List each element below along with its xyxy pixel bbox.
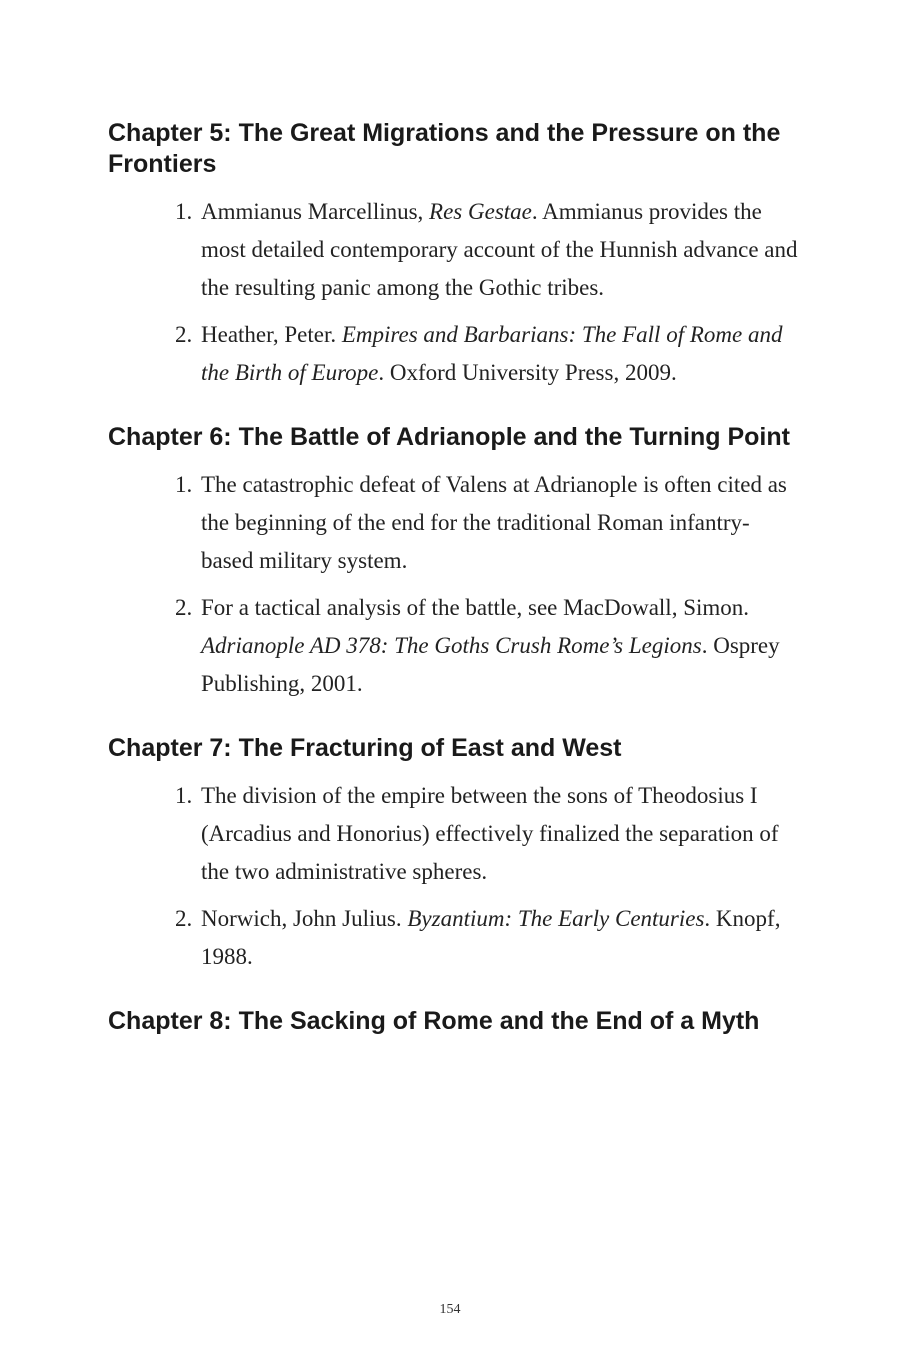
- note-number: 2 .: [175, 589, 192, 627]
- endnotes-page: [108, 118, 798, 1050]
- page-number: 154: [439, 1302, 461, 1317]
- note-number: 1 .: [175, 466, 192, 504]
- note-text: Norwich, John Julius.: [201, 906, 408, 931]
- note-item: [108, 900, 798, 976]
- note-text: . Osprey Publishing, 2001.: [201, 633, 780, 696]
- note-number: 2 .: [175, 900, 192, 938]
- note-title-italic: Res Gestae: [429, 199, 532, 224]
- note-item: [108, 193, 798, 307]
- note-title-italic: Adrianople AD 378: The Goths Crush Rome’s Legions: [201, 633, 702, 658]
- chapter-notes-section: [108, 118, 798, 392]
- chapter-heading: Chapter 6: The Battle of Adrianople and the Turning Point: [108, 423, 790, 451]
- chapter-notes-section: [108, 1006, 798, 1037]
- chapter-heading: Chapter 7: The Fracturing of East and West: [108, 734, 622, 762]
- note-item: [108, 316, 798, 392]
- note-item: [108, 466, 798, 580]
- note-title-italic: Empires and Barbarians: The Fall of Rome and the Birth of Europe: [201, 322, 783, 385]
- note-item: [108, 777, 798, 891]
- note-number: 1 .: [175, 193, 192, 231]
- chapter-notes-section: [108, 422, 798, 703]
- note-text: For a tactical analysis of the battle, see MacDowall, Simon.: [201, 595, 750, 620]
- chapter-notes-section: [108, 733, 798, 976]
- chapter-heading: Chapter 8: The Sacking of Rome and the End of a Myth: [108, 1007, 760, 1035]
- note-text: Ammianus Marcellinus,: [201, 199, 430, 224]
- notes-list: [108, 466, 798, 703]
- notes-list: [108, 193, 798, 392]
- note-item: [108, 589, 798, 703]
- notes-list: [108, 777, 798, 976]
- note-title-italic: Byzantium: The Early Centuries: [407, 906, 705, 931]
- chapter-heading: Chapter 5: The Great Migrations and the Pressure on the Frontiers: [108, 119, 781, 178]
- note-text: The division of the empire between the sons of Theodosius I (Arcadius and Honorius) effectively finalized the separation of the two administrative spheres.: [201, 783, 779, 884]
- note-text: The catastrophic defeat of Valens at Adrianople is often cited as the beginning of the end for the traditional Roman infantry-based military system.: [201, 472, 787, 573]
- note-number: 1 .: [175, 777, 192, 815]
- note-text: . Oxford University Press, 2009.: [378, 360, 677, 385]
- note-number: 2 .: [175, 316, 192, 354]
- note-text: . Ammianus provides the most detailed contemporary account of the Hunnish advance and the resulting panic among the Gothic tribes.: [201, 199, 798, 300]
- note-text: . Knopf, 1988.: [201, 906, 781, 969]
- note-text: Heather, Peter.: [201, 322, 342, 347]
